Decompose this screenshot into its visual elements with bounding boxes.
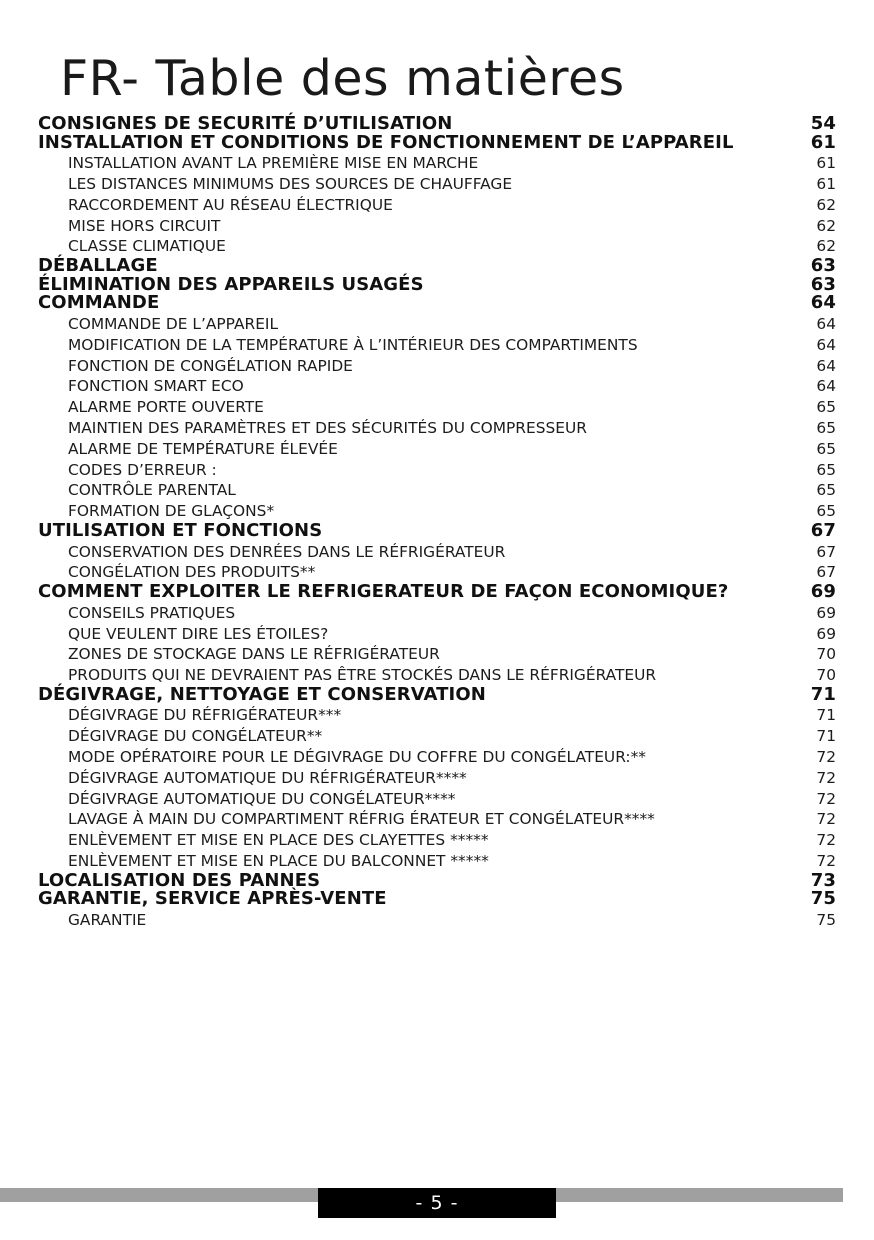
toc-entry-page: 65 (816, 439, 836, 458)
toc-entry-page: 72 (816, 852, 836, 871)
toc-entry-label: ZONES DE STOCKAGE DANS LE RÉFRIGÉRATEUR (68, 645, 440, 664)
toc-entry-label: DÉGIVRAGE DU CONGÉLATEUR** (68, 727, 323, 746)
toc-section-entry[interactable] (38, 583, 836, 602)
toc-subsection-entry[interactable] (38, 768, 836, 789)
toc-entry-label: LES DISTANCES MINIMUMS DES SOURCES DE CHAUFFAGE (68, 174, 513, 193)
toc-entry-page: 64 (816, 356, 836, 375)
toc-subsection-entry[interactable] (38, 335, 836, 356)
toc-entry-page: 64 (816, 377, 836, 396)
toc-entry-label: MODE OPÉRATOIRE POUR LE DÉGIVRAGE DU COFFRE DU CONGÉLATEUR:** (68, 748, 646, 767)
toc-subsection-entry[interactable] (38, 216, 836, 237)
toc-entry-page: 69 (816, 603, 836, 622)
toc-entry-label: CLASSE CLIMATIQUE (68, 237, 226, 256)
toc-entry-page: 72 (816, 748, 836, 767)
toc-entry-label: ÉLIMINATION DES APPAREILS USAGÉS (38, 273, 424, 295)
toc-subsection-entry[interactable] (38, 439, 836, 460)
toc-entry-label: ENLÈVEMENT ET MISE EN PLACE DU BALCONNET ***** (68, 852, 489, 871)
toc-subsection-entry[interactable] (38, 644, 836, 665)
toc-subsection-entry[interactable] (38, 397, 836, 418)
toc-section-entry[interactable] (38, 257, 836, 276)
toc-entry-label: CONGÉLATION DES PRODUITS** (68, 563, 316, 582)
toc-entry-page: 75 (810, 888, 836, 910)
toc-entry-label: LAVAGE À MAIN DU COMPARTIMENT RÉFRIG ÉRATEUR ET CONGÉLATEUR**** (68, 810, 655, 829)
toc-subsection-entry[interactable] (38, 789, 836, 810)
toc-entry-page: 69 (816, 624, 836, 643)
toc-entry-label: RACCORDEMENT AU RÉSEAU ÉLECTRIQUE (68, 195, 393, 214)
toc-entry-label: DÉGIVRAGE, NETTOYAGE ET CONSERVATION (38, 683, 486, 705)
toc-entry-page: 61 (816, 174, 836, 193)
toc-entry-page: 67 (810, 519, 836, 541)
toc-entry-label: INSTALLATION AVANT LA PREMIÈRE MISE EN MARCHE (68, 154, 479, 173)
toc-entry-page: 65 (816, 418, 836, 437)
toc-entry-label: LOCALISATION DES PANNES (38, 869, 321, 891)
toc-entry-label: CONSEILS PRATIQUES (68, 603, 236, 622)
toc-entry-page: 62 (816, 216, 836, 235)
page-title: FR- Table des matières (60, 50, 625, 107)
toc-entry-page: 72 (816, 831, 836, 850)
toc-entry-page: 75 (816, 911, 836, 930)
toc-entry-page: 65 (816, 398, 836, 417)
toc-entry-page: 65 (816, 502, 836, 521)
toc-section-entry[interactable] (38, 683, 836, 705)
toc-subsection-entry[interactable] (38, 705, 836, 726)
toc-subsection-entry[interactable] (38, 747, 836, 768)
toc-entry-label: FONCTION DE CONGÉLATION RAPIDE (68, 356, 353, 375)
toc-entry-label: CONSIGNES DE SECURITÉ D’UTILISATION (38, 113, 453, 134)
toc-subsection-entry[interactable] (38, 356, 836, 377)
toc-entry-page: 61 (816, 154, 836, 173)
toc-entry-page: 73 (810, 869, 836, 891)
toc-entry-page: 72 (816, 810, 836, 829)
toc-entry-page: 62 (816, 237, 836, 256)
toc-entry-label: PRODUITS QUI NE DEVRAIENT PAS ÊTRE STOCKÉS DANS LE RÉFRIGÉRATEUR (68, 666, 657, 685)
toc-subsection-entry[interactable] (38, 314, 836, 335)
toc-entry-page: 70 (816, 645, 836, 664)
toc-subsection-entry[interactable] (38, 174, 836, 195)
toc-entry-label: MODIFICATION DE LA TEMPÉRATURE À L’INTÉRIEUR DES COMPARTIMENTS (68, 335, 638, 354)
toc-subsection-entry[interactable] (38, 153, 836, 174)
toc-section-entry[interactable] (38, 519, 836, 541)
toc-entry-page: 72 (816, 789, 836, 808)
toc-section-entry[interactable] (38, 294, 836, 313)
toc-entry-label: COMMANDE (38, 292, 160, 314)
toc-subsection-entry[interactable] (38, 195, 836, 216)
toc-entry-label: ENLÈVEMENT ET MISE EN PLACE DES CLAYETTES ***** (68, 831, 489, 850)
toc-entry-label: FONCTION SMART ECO (68, 377, 244, 396)
toc-section-entry[interactable] (38, 115, 836, 134)
toc-entry-page: 67 (816, 542, 836, 561)
toc-subsection-entry[interactable] (38, 624, 836, 645)
toc-entry-label: UTILISATION ET FONCTIONS (38, 519, 323, 541)
toc-entry-page: 65 (816, 481, 836, 500)
toc-entry-page: 71 (816, 727, 836, 746)
toc-entry-page: 61 (810, 131, 836, 153)
toc-entry-page: 71 (810, 683, 836, 705)
toc-subsection-entry[interactable] (38, 376, 836, 397)
toc-entry-label: COMMANDE DE L’APPAREIL (68, 314, 279, 333)
toc-section-entry[interactable] (38, 131, 836, 153)
toc-entry-label: CONTRÔLE PARENTAL (68, 481, 236, 500)
toc-entry-page: 54 (810, 113, 836, 134)
toc-entry-label: QUE VEULENT DIRE LES ÉTOILES? (68, 624, 329, 643)
toc-entry-page: 71 (816, 706, 836, 725)
toc-entry-label: DÉGIVRAGE AUTOMATIQUE DU RÉFRIGÉRATEUR**** (68, 768, 467, 787)
toc-subsection-entry[interactable] (38, 480, 836, 501)
toc-subsection-entry[interactable] (38, 501, 836, 522)
toc-entry-page: 65 (816, 460, 836, 479)
toc-entry-page: 69 (810, 581, 836, 603)
toc-entry-label: INSTALLATION ET CONDITIONS DE FONCTIONNEMENT DE L’APPAREIL (38, 131, 734, 153)
toc-entry-label: CODES D’ERREUR : (68, 460, 217, 479)
toc-entry-label: MISE HORS CIRCUIT (68, 216, 221, 235)
toc-entry-page: 64 (816, 314, 836, 333)
toc-entry-page: 72 (816, 768, 836, 787)
toc-subsection-entry[interactable] (38, 851, 836, 872)
toc-subsection-entry[interactable] (38, 418, 836, 439)
toc-subsection-entry[interactable] (38, 809, 836, 830)
toc-entry-label: ALARME DE TEMPÉRATURE ÉLEVÉE (68, 439, 338, 458)
toc-entry-page: 67 (816, 563, 836, 582)
toc-entry-page: 64 (816, 335, 836, 354)
toc-entry-label: FORMATION DE GLAÇONS* (68, 502, 275, 521)
toc-subsection-entry[interactable] (38, 562, 836, 583)
toc-entry-label: DÉBALLAGE (38, 255, 158, 277)
toc-entry-page: 64 (810, 292, 836, 314)
toc-section-entry[interactable] (38, 890, 836, 909)
toc-subsection-entry[interactable] (38, 830, 836, 851)
toc-entry-label: DÉGIVRAGE AUTOMATIQUE DU CONGÉLATEUR**** (68, 789, 456, 808)
toc-entry-label: MAINTIEN DES PARAMÈTRES ET DES SÉCURITÉS DU COMPRESSEUR (68, 418, 587, 437)
toc-subsection-entry[interactable] (38, 910, 836, 931)
page-number: - 5 - (318, 1188, 556, 1218)
toc-subsection-entry[interactable] (38, 665, 836, 686)
toc-subsection-entry[interactable] (38, 726, 836, 747)
toc-subsection-entry[interactable] (38, 542, 836, 563)
toc-entry-page: 63 (810, 273, 836, 295)
toc-subsection-entry[interactable] (38, 460, 836, 481)
table-of-contents (38, 115, 836, 931)
toc-entry-page: 63 (810, 255, 836, 277)
toc-entry-page: 62 (816, 195, 836, 214)
toc-entry-page: 70 (816, 666, 836, 685)
toc-subsection-entry[interactable] (38, 603, 836, 624)
toc-entry-label: GARANTIE, SERVICE APRÈS-VENTE (38, 888, 387, 910)
toc-entry-label: DÉGIVRAGE DU RÉFRIGÉRATEUR*** (68, 706, 342, 725)
toc-entry-label: ALARME PORTE OUVERTE (68, 398, 264, 417)
toc-entry-label: COMMENT EXPLOITER LE REFRIGERATEUR DE FAÇON ECONOMIQUE? (38, 581, 729, 603)
toc-entry-label: CONSERVATION DES DENRÉES DANS LE RÉFRIGÉRATEUR (68, 542, 506, 561)
toc-entry-label: GARANTIE (68, 911, 147, 930)
